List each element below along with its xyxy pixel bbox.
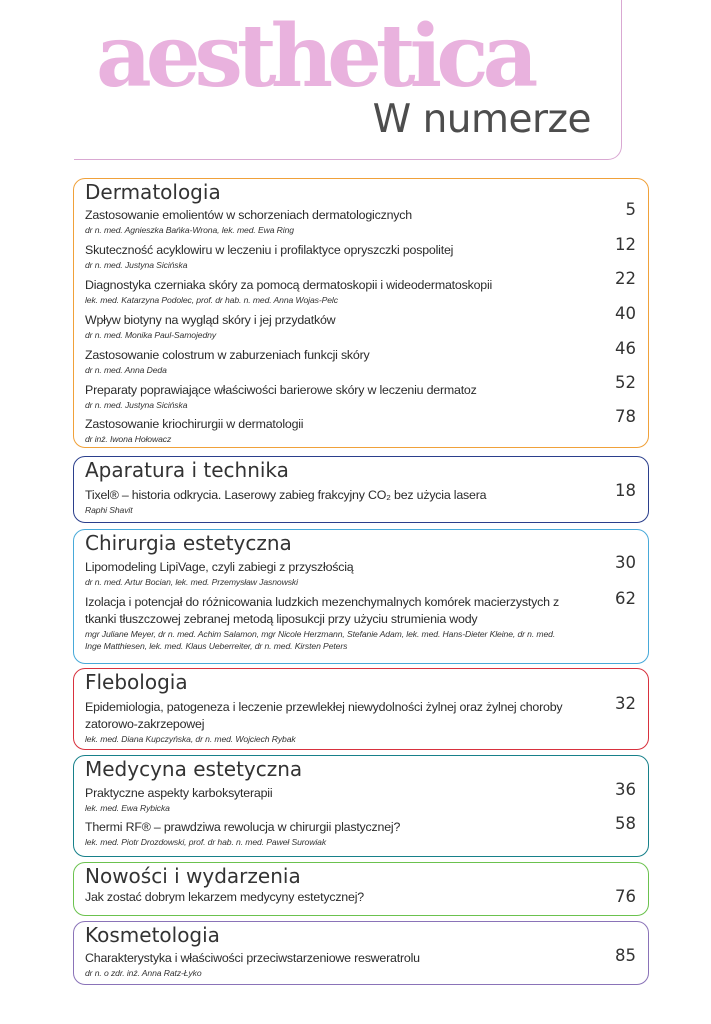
page-number: 5 — [625, 200, 636, 219]
article-entry[interactable] — [85, 559, 570, 588]
article-entry[interactable] — [85, 699, 570, 745]
magazine-logo: aesthetica — [96, 6, 533, 107]
article-authors: Raphi Shavit — [85, 505, 133, 515]
article-authors: dr inż. Iwona Hołowacz — [85, 434, 172, 444]
section-box — [73, 862, 649, 916]
page-number: 18 — [615, 481, 636, 500]
article-entry[interactable] — [85, 487, 570, 516]
article-title: Zastosowanie kriochirurgii w dermatologii — [85, 417, 304, 431]
article-title: Tixel® – historia odkrycia. Laserowy zabieg frakcyjny CO₂ bez użycia lasera — [85, 488, 487, 502]
section-title: Chirurgia estetyczna — [85, 531, 292, 555]
page-number: 78 — [615, 407, 636, 426]
section-title: Nowości i wydarzenia — [85, 864, 301, 888]
page-title: W numerze — [372, 97, 591, 142]
article-authors: lek. med. Katarzyna Podolec, prof. dr hab. n. med. Anna Wojas-Pelc — [85, 295, 338, 305]
article-authors: dr n. med. Justyna Sicińska — [85, 400, 188, 410]
article-title: Izolacja i potencjał do różnicowania ludzkich mezenchymalnych komórek macierzystych z tkanki tłuszczowej zebranej metodą liposukcji przy użyciu strumienia wody — [85, 595, 560, 626]
article-entry[interactable] — [85, 312, 570, 341]
article-title: Diagnostyka czerniaka skóry za pomocą dermatoskopii i wideodermatoskopii — [85, 278, 493, 292]
article-entry[interactable] — [85, 785, 570, 814]
article-entry[interactable] — [85, 889, 570, 906]
section-box — [73, 178, 649, 448]
article-entry[interactable] — [85, 819, 570, 848]
page-number: 62 — [615, 589, 636, 608]
page-number: 30 — [615, 553, 636, 572]
article-authors: dr n. o zdr. inż. Anna Ratz-Łyko — [85, 968, 202, 978]
section-box — [73, 668, 649, 750]
article-authors: mgr Juliane Meyer, dr n. med. Achim Salamon, mgr Nicole Herzmann, Stefanie Adam, lek. med. Hans-Dieter Kleine, dr n. med. Inge Matthiesen, lek. med. Klaus Ueberreiter, dr n. med. Kirsten Peters — [85, 629, 556, 651]
page-number: 58 — [615, 814, 636, 833]
page-number: 52 — [615, 373, 636, 392]
page-number: 46 — [615, 339, 636, 358]
article-title: Charakterystyka i właściwości przeciwstarzeniowe resweratrolu — [85, 951, 420, 965]
article-title: Lipomodeling LipiVage, czyli zabiegi z przyszłością — [85, 560, 354, 574]
article-entry[interactable] — [85, 382, 570, 411]
article-entry[interactable] — [85, 207, 570, 236]
section-title: Kosmetologia — [85, 923, 220, 947]
article-title: Jak zostać dobrym lekarzem medycyny estetycznej? — [85, 890, 364, 904]
article-title: Zastosowanie emolientów w schorzeniach dermatologicznych — [85, 208, 412, 222]
section-box — [73, 921, 649, 985]
article-title: Preparaty poprawiające właściwości barierowe skóry w leczeniu dermatoz — [85, 383, 477, 397]
page-number: 12 — [615, 235, 636, 254]
section-title: Dermatologia — [85, 180, 221, 204]
page-number: 85 — [615, 946, 636, 965]
section-title: Aparatura i technika — [85, 458, 289, 482]
article-authors: lek. med. Piotr Drozdowski, prof. dr hab. n. med. Paweł Surowiak — [85, 837, 327, 847]
section-box — [73, 456, 649, 523]
article-title: Epidemiologia, patogeneza i leczenie przewlekłej niewydolności żylnej oraz żylnej choroby zatorowo-zakrzepowej — [85, 700, 563, 731]
article-authors: dr n. med. Agnieszka Bańka-Wrona, lek. med. Ewa Ring — [85, 225, 294, 235]
page-number: 32 — [615, 694, 636, 713]
article-entry[interactable] — [85, 416, 570, 445]
article-entry[interactable] — [85, 594, 570, 652]
page-number: 40 — [615, 304, 636, 323]
article-entry[interactable] — [85, 347, 570, 376]
article-title: Thermi RF® – prawdziwa rewolucja w chirurgii plastycznej? — [85, 820, 401, 834]
article-entry[interactable] — [85, 950, 570, 979]
article-authors: dr n. med. Anna Deda — [85, 365, 167, 375]
article-authors: lek. med. Diana Kupczyńska, dr n. med. Wojciech Rybak — [85, 734, 296, 744]
page-number: 22 — [615, 269, 636, 288]
section-box — [73, 755, 649, 857]
article-title: Zastosowanie colostrum w zaburzeniach funkcji skóry — [85, 348, 370, 362]
article-authors: dr n. med. Justyna Sicińska — [85, 260, 188, 270]
section-box — [73, 529, 649, 664]
article-authors: dr n. med. Artur Bocian, lek. med. Przemysław Jasnowski — [85, 577, 298, 587]
article-title: Praktyczne aspekty karboksyterapii — [85, 786, 273, 800]
article-authors: dr n. med. Monika Paul-Samojedny — [85, 330, 217, 340]
article-entry[interactable] — [85, 242, 570, 271]
article-authors: lek. med. Ewa Rybicka — [85, 803, 170, 813]
section-title: Flebologia — [85, 670, 188, 694]
section-title: Medycyna estetyczna — [85, 757, 303, 781]
article-title: Skuteczność acyklowiru w leczeniu i profilaktyce opryszczki pospolitej — [85, 243, 454, 257]
page-number: 76 — [615, 887, 636, 906]
article-entry[interactable] — [85, 277, 570, 306]
article-title: Wpływ biotyny na wygląd skóry i jej przydatków — [85, 313, 336, 327]
page-number: 36 — [615, 780, 636, 799]
